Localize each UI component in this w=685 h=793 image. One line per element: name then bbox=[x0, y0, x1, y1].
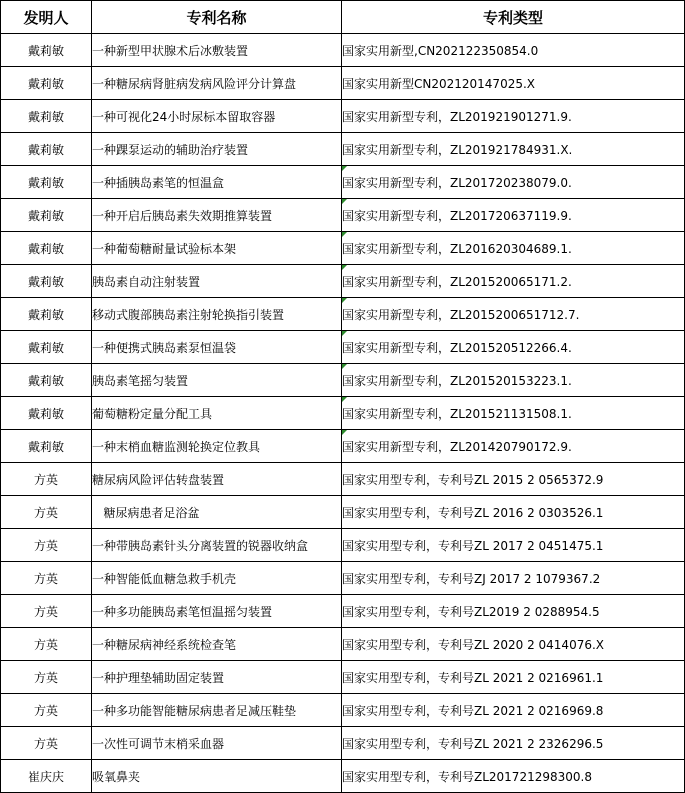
patent-name-cell: 一种开启后胰岛素失效期推算装置 bbox=[92, 199, 342, 232]
patent-type-cell: 国家实用型专利，专利号ZL201721298300.8 bbox=[342, 760, 685, 793]
table-row bbox=[1, 727, 685, 760]
inventor-cell: 方英 bbox=[1, 661, 92, 694]
patent-type-cell: 国家实用型专利，专利号ZL 2017 2 0451475.1 bbox=[342, 529, 685, 562]
table-row bbox=[1, 298, 685, 331]
patent-name-cell: 一种可视化24小时尿标本留取容器 bbox=[92, 100, 342, 133]
table-row bbox=[1, 34, 685, 67]
patent-name-cell: 一种智能低血糖急救手机壳 bbox=[92, 562, 342, 595]
patent-type-cell: 国家实用型专利，专利号ZL 2016 2 0303526.1 bbox=[342, 496, 685, 529]
patent-type-cell: 国家实用新型,CN202122350854.0 bbox=[342, 34, 685, 67]
header-patent-type: 专利类型 bbox=[342, 1, 685, 34]
inventor-cell: 方英 bbox=[1, 529, 92, 562]
table-row bbox=[1, 529, 685, 562]
patent-type-cell: 国家实用新型专利，ZL201521131508.1. bbox=[342, 397, 685, 430]
patent-type-cell: 国家实用新型专利，ZL201420790172.9. bbox=[342, 430, 685, 463]
patent-type-cell: 国家实用型专利，专利号ZJ 2017 2 1079367.2 bbox=[342, 562, 685, 595]
patent-type-cell: 国家实用新型专利，ZL201720238079.0. bbox=[342, 166, 685, 199]
table-row bbox=[1, 166, 685, 199]
table-row bbox=[1, 628, 685, 661]
patent-name-cell: 一种多功能胰岛素笔恒温摇匀装置 bbox=[92, 595, 342, 628]
patent-name-cell: 胰岛素自动注射装置 bbox=[92, 265, 342, 298]
inventor-cell: 戴莉敏 bbox=[1, 364, 92, 397]
patent-type-cell: 国家实用型专利，专利号ZL2019 2 0288954.5 bbox=[342, 595, 685, 628]
patent-type-cell: 国家实用新型专利，ZL201520512266.4. bbox=[342, 331, 685, 364]
patent-type-cell: 国家实用型专利，专利号ZL 2021 2 2326296.5 bbox=[342, 727, 685, 760]
inventor-cell: 戴莉敏 bbox=[1, 265, 92, 298]
table-row bbox=[1, 661, 685, 694]
patent-name-cell: 移动式腹部胰岛素注射轮换指引装置 bbox=[92, 298, 342, 331]
table-row bbox=[1, 595, 685, 628]
table-row bbox=[1, 232, 685, 265]
inventor-cell: 戴莉敏 bbox=[1, 331, 92, 364]
patent-name-cell: 一种糖尿病肾脏病发病风险评分计算盘 bbox=[92, 67, 342, 100]
inventor-cell: 戴莉敏 bbox=[1, 397, 92, 430]
table-row bbox=[1, 496, 685, 529]
inventor-cell: 戴莉敏 bbox=[1, 67, 92, 100]
table-row bbox=[1, 760, 685, 793]
patent-type-cell: 国家实用新型专利，ZL201921784931.X. bbox=[342, 133, 685, 166]
patent-type-cell: 国家实用新型CN202120147025.X bbox=[342, 67, 685, 100]
inventor-cell: 戴莉敏 bbox=[1, 199, 92, 232]
patent-name-cell: 一种葡萄糖耐量试验标本架 bbox=[92, 232, 342, 265]
table-row bbox=[1, 430, 685, 463]
patent-type-cell: 国家实用新型专利，ZL2015200651712.7. bbox=[342, 298, 685, 331]
inventor-cell: 方英 bbox=[1, 628, 92, 661]
inventor-cell: 戴莉敏 bbox=[1, 298, 92, 331]
patent-name-cell: 糖尿病患者足浴盆 bbox=[92, 496, 342, 529]
table-row bbox=[1, 562, 685, 595]
patent-type-cell: 国家实用新型专利，ZL201921901271.9. bbox=[342, 100, 685, 133]
patent-name-cell: 葡萄糖粉定量分配工具 bbox=[92, 397, 342, 430]
table-row bbox=[1, 67, 685, 100]
table-row bbox=[1, 133, 685, 166]
patent-type-cell: 国家实用新型专利，ZL201520153223.1. bbox=[342, 364, 685, 397]
patent-name-cell: 一种插胰岛素笔的恒温盒 bbox=[92, 166, 342, 199]
table-row bbox=[1, 265, 685, 298]
table-row bbox=[1, 397, 685, 430]
patent-name-cell: 一种护理垫辅助固定装置 bbox=[92, 661, 342, 694]
patent-type-cell: 国家实用型专利，专利号ZL 2021 2 0216961.1 bbox=[342, 661, 685, 694]
inventor-cell: 戴莉敏 bbox=[1, 430, 92, 463]
header-patent-name: 专利名称 bbox=[92, 1, 342, 34]
table-row bbox=[1, 331, 685, 364]
table-row bbox=[1, 100, 685, 133]
inventor-cell: 方英 bbox=[1, 595, 92, 628]
inventor-cell: 方英 bbox=[1, 727, 92, 760]
patent-type-cell: 国家实用型专利，专利号ZL 2015 2 0565372.9 bbox=[342, 463, 685, 496]
inventor-cell: 戴莉敏 bbox=[1, 100, 92, 133]
header-row bbox=[1, 1, 685, 34]
table-row bbox=[1, 694, 685, 727]
inventor-cell: 戴莉敏 bbox=[1, 232, 92, 265]
inventor-cell: 戴莉敏 bbox=[1, 34, 92, 67]
patent-name-cell: 一种踝泵运动的辅助治疗装置 bbox=[92, 133, 342, 166]
table-row bbox=[1, 364, 685, 397]
patent-type-cell: 国家实用新型专利，ZL201620304689.1. bbox=[342, 232, 685, 265]
patent-name-cell: 糖尿病风险评估转盘装置 bbox=[92, 463, 342, 496]
patent-name-cell: 一种新型甲状腺术后冰敷装置 bbox=[92, 34, 342, 67]
inventor-cell: 方英 bbox=[1, 562, 92, 595]
patent-type-cell: 国家实用型专利，专利号ZL 2020 2 0414076.X bbox=[342, 628, 685, 661]
patent-name-cell: 一种多功能智能糖尿病患者足减压鞋垫 bbox=[92, 694, 342, 727]
patent-name-cell: 一种带胰岛素针头分离装置的锐器收纳盒 bbox=[92, 529, 342, 562]
table-row bbox=[1, 199, 685, 232]
inventor-cell: 崔庆庆 bbox=[1, 760, 92, 793]
patent-type-cell: 国家实用新型专利，ZL201520065171.2. bbox=[342, 265, 685, 298]
patent-name-cell: 一种糖尿病神经系统检查笔 bbox=[92, 628, 342, 661]
inventor-cell: 方英 bbox=[1, 694, 92, 727]
inventor-cell: 方英 bbox=[1, 463, 92, 496]
patent-type-cell: 国家实用型专利，专利号ZL 2021 2 0216969.8 bbox=[342, 694, 685, 727]
patent-name-cell: 胰岛素笔摇匀装置 bbox=[92, 364, 342, 397]
table-row bbox=[1, 463, 685, 496]
inventor-cell: 方英 bbox=[1, 496, 92, 529]
patent-name-cell: 一种便携式胰岛素泵恒温袋 bbox=[92, 331, 342, 364]
inventor-cell: 戴莉敏 bbox=[1, 133, 92, 166]
patent-name-cell: 一种末梢血糖监测轮换定位教具 bbox=[92, 430, 342, 463]
patent-type-cell: 国家实用新型专利，ZL201720637119.9. bbox=[342, 199, 685, 232]
inventor-cell: 戴莉敏 bbox=[1, 166, 92, 199]
patent-name-cell: 一次性可调节末梢采血器 bbox=[92, 727, 342, 760]
header-inventor: 发明人 bbox=[1, 1, 92, 34]
patent-name-cell: 吸氧鼻夹 bbox=[92, 760, 342, 793]
